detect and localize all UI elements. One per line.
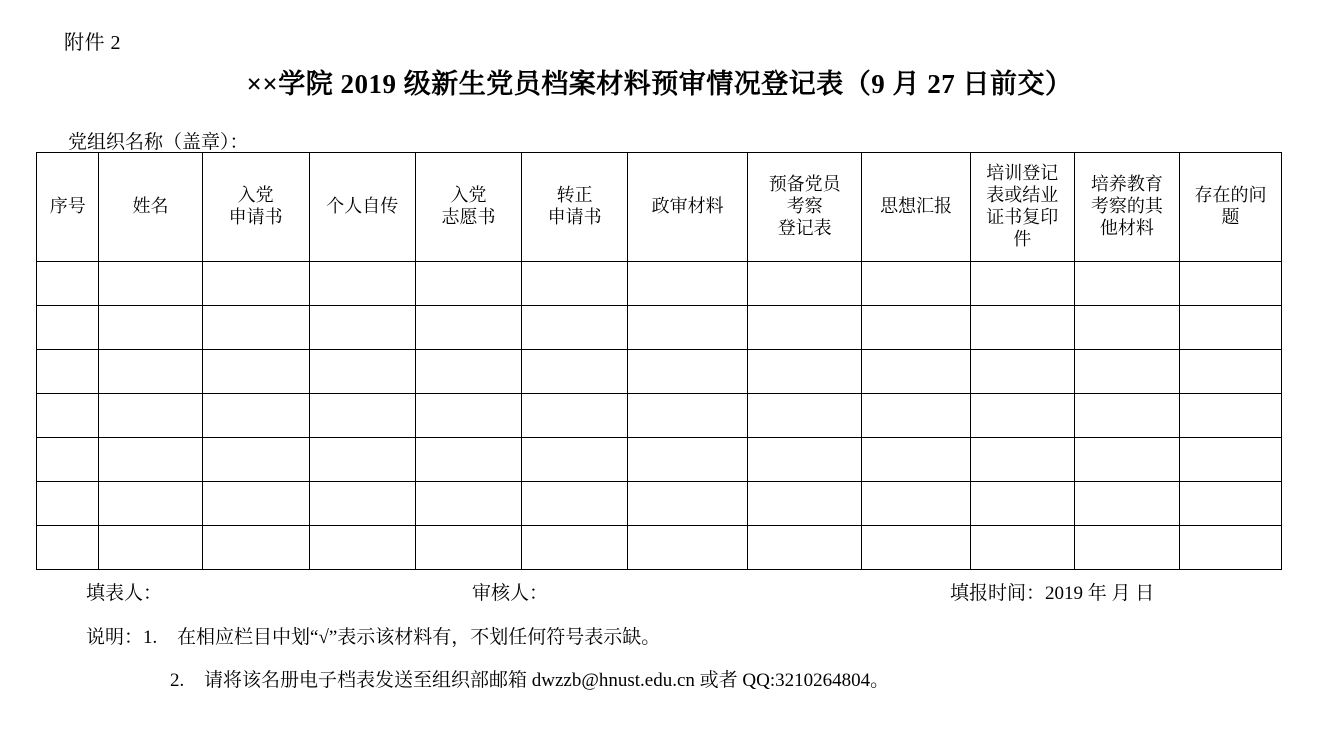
table-cell[interactable] <box>1074 438 1179 482</box>
table-cell[interactable] <box>415 350 521 394</box>
table-cell[interactable] <box>99 394 202 438</box>
table-cell[interactable] <box>862 438 970 482</box>
table-cell[interactable] <box>202 306 309 350</box>
table-cell[interactable] <box>522 526 628 570</box>
header-line: 志愿书 <box>441 207 496 227</box>
table-cell[interactable] <box>970 526 1074 570</box>
table-row <box>37 262 1282 306</box>
table-cell[interactable] <box>1074 394 1179 438</box>
header-line: 考察 <box>786 196 823 217</box>
column-header-existing-problems <box>1179 153 1281 262</box>
table-cell[interactable] <box>415 482 521 526</box>
column-header-autobiography <box>309 153 415 262</box>
table-row <box>37 438 1282 482</box>
table-cell[interactable] <box>99 262 202 306</box>
header-line: 个人自传 <box>326 196 399 217</box>
table-cell[interactable] <box>1179 438 1281 482</box>
table-cell[interactable] <box>862 482 970 526</box>
table-row <box>37 482 1282 526</box>
header-line: 存在的问 <box>1194 185 1267 206</box>
table-cell[interactable] <box>522 262 628 306</box>
header-line: 序号 <box>49 196 86 217</box>
table-cell[interactable] <box>628 262 748 306</box>
table-cell[interactable] <box>37 394 99 438</box>
table-cell[interactable] <box>99 306 202 350</box>
table-cell[interactable] <box>1074 306 1179 350</box>
table-cell[interactable] <box>99 350 202 394</box>
header-line: 入党 <box>450 185 487 206</box>
table-cell[interactable] <box>1074 262 1179 306</box>
table-cell[interactable] <box>415 438 521 482</box>
table-cell[interactable] <box>99 438 202 482</box>
note-line-2 <box>86 665 1266 692</box>
table-cell[interactable] <box>415 306 521 350</box>
table-cell[interactable] <box>1179 262 1281 306</box>
table-cell[interactable] <box>628 482 748 526</box>
header-line: 思想汇报 <box>880 196 953 217</box>
table-row <box>37 394 1282 438</box>
table-cell[interactable] <box>747 306 862 350</box>
table-cell[interactable] <box>628 306 748 350</box>
table-cell[interactable] <box>628 394 748 438</box>
header-line: 件 <box>1013 228 1032 249</box>
column-header-conversion-application <box>522 153 628 262</box>
table-cell[interactable] <box>37 262 99 306</box>
table-cell[interactable] <box>862 350 970 394</box>
table-cell[interactable] <box>862 394 970 438</box>
table-cell[interactable] <box>309 482 415 526</box>
table-cell[interactable] <box>37 482 99 526</box>
table-cell[interactable] <box>747 526 862 570</box>
table-cell[interactable] <box>628 438 748 482</box>
footer-signature-row <box>0 578 1319 604</box>
table-cell[interactable] <box>522 306 628 350</box>
table-cell[interactable] <box>862 306 970 350</box>
table-cell[interactable] <box>415 262 521 306</box>
table-cell[interactable] <box>37 526 99 570</box>
table-cell[interactable] <box>415 394 521 438</box>
table-cell[interactable] <box>1179 394 1281 438</box>
table-cell[interactable] <box>202 482 309 526</box>
table-row <box>37 306 1282 350</box>
table-cell[interactable] <box>522 394 628 438</box>
auditor-label: 审核人： <box>472 583 549 604</box>
table-cell[interactable] <box>415 526 521 570</box>
table-cell[interactable] <box>1179 526 1281 570</box>
header-line: 他材料 <box>1099 217 1154 238</box>
table-header-row <box>37 153 1282 262</box>
table-cell[interactable] <box>970 438 1074 482</box>
notes-label: 说明： <box>86 627 144 648</box>
table-cell[interactable] <box>309 350 415 394</box>
table-cell[interactable] <box>37 438 99 482</box>
header-line: 申请书 <box>228 207 283 227</box>
header-line: 预备党员 <box>768 174 841 195</box>
header-line: 姓名 <box>132 196 169 217</box>
table-cell[interactable] <box>747 262 862 306</box>
party-organization-name-line: 党组织名称（盖章）： <box>68 132 249 153</box>
table-cell[interactable] <box>1074 526 1179 570</box>
header-line: 考察的其 <box>1090 196 1163 217</box>
form-filler-label: 填表人： <box>86 583 163 604</box>
table-cell[interactable] <box>628 350 748 394</box>
table-cell[interactable] <box>970 306 1074 350</box>
table-cell[interactable] <box>522 438 628 482</box>
table-cell[interactable] <box>1074 350 1179 394</box>
table-cell[interactable] <box>747 482 862 526</box>
column-header-training-certificate-copy <box>970 153 1074 262</box>
table-cell[interactable] <box>628 526 748 570</box>
table-cell[interactable] <box>37 350 99 394</box>
table-row <box>37 350 1282 394</box>
table-cell[interactable] <box>99 526 202 570</box>
header-line: 政审材料 <box>651 196 724 217</box>
table-cell[interactable] <box>1179 350 1281 394</box>
attachment-label: 附件 2 <box>64 32 121 54</box>
table-body <box>37 262 1282 570</box>
note-number: 1. <box>143 627 158 648</box>
header-line: 培养教育 <box>1090 174 1163 195</box>
column-header-probationary-inspection-form <box>747 153 862 262</box>
header-line: 培训登记 <box>986 163 1059 184</box>
header-line: 申请书 <box>547 207 602 227</box>
header-line: 表或结业 <box>986 185 1059 206</box>
table-cell[interactable] <box>970 350 1074 394</box>
note-text: 请将该名册电子档表发送至组织部邮箱 dwzzb@hnust.edu.cn 或者 QQ:3210264804。 <box>204 670 890 691</box>
table-cell[interactable] <box>309 262 415 306</box>
header-line: 登记表 <box>777 217 832 238</box>
table-cell[interactable] <box>747 394 862 438</box>
table-row <box>37 526 1282 570</box>
column-header-index <box>37 153 99 262</box>
table-cell[interactable] <box>862 262 970 306</box>
table-cell[interactable] <box>1179 306 1281 350</box>
column-header-political-review <box>628 153 748 262</box>
table-cell[interactable] <box>970 394 1074 438</box>
notes-section <box>86 622 1266 708</box>
header-line: 入党 <box>237 185 274 206</box>
table-cell[interactable] <box>970 262 1074 306</box>
header-line: 证书复印 <box>986 207 1059 227</box>
note-text: 在相应栏目中划“√”表示该材料有，不划任何符号表示缺。 <box>177 627 661 648</box>
table-cell[interactable] <box>202 394 309 438</box>
table-cell[interactable] <box>309 306 415 350</box>
table-cell[interactable] <box>747 350 862 394</box>
column-header-other-training-materials <box>1074 153 1179 262</box>
table-cell[interactable] <box>99 482 202 526</box>
note-number: 2. <box>170 670 185 691</box>
table-cell[interactable] <box>202 438 309 482</box>
header-line: 转正 <box>556 185 593 206</box>
table-cell[interactable] <box>1179 482 1281 526</box>
column-header-thought-report <box>862 153 970 262</box>
table-cell[interactable] <box>1074 482 1179 526</box>
table-cell[interactable] <box>202 350 309 394</box>
table-cell[interactable] <box>309 526 415 570</box>
page-title: ××学院 2019 级新生党员档案材料预审情况登记表（9 月 27 日前交） <box>246 69 1073 99</box>
table-cell[interactable] <box>202 526 309 570</box>
table-cell[interactable] <box>202 262 309 306</box>
column-header-name <box>99 153 202 262</box>
table-cell[interactable] <box>309 394 415 438</box>
column-header-party-volunteer-form <box>415 153 521 262</box>
table-cell[interactable] <box>970 482 1074 526</box>
note-line-1 <box>86 622 1266 649</box>
table-cell[interactable] <box>747 438 862 482</box>
archive-material-preview-table <box>36 152 1282 570</box>
header-line: 题 <box>1221 207 1240 227</box>
table-cell[interactable] <box>309 438 415 482</box>
table-cell[interactable] <box>522 482 628 526</box>
report-date-label: 填报时间：2019 年 月 日 <box>950 583 1155 604</box>
table-cell[interactable] <box>862 526 970 570</box>
table-cell[interactable] <box>37 306 99 350</box>
column-header-party-application <box>202 153 309 262</box>
table-cell[interactable] <box>522 350 628 394</box>
